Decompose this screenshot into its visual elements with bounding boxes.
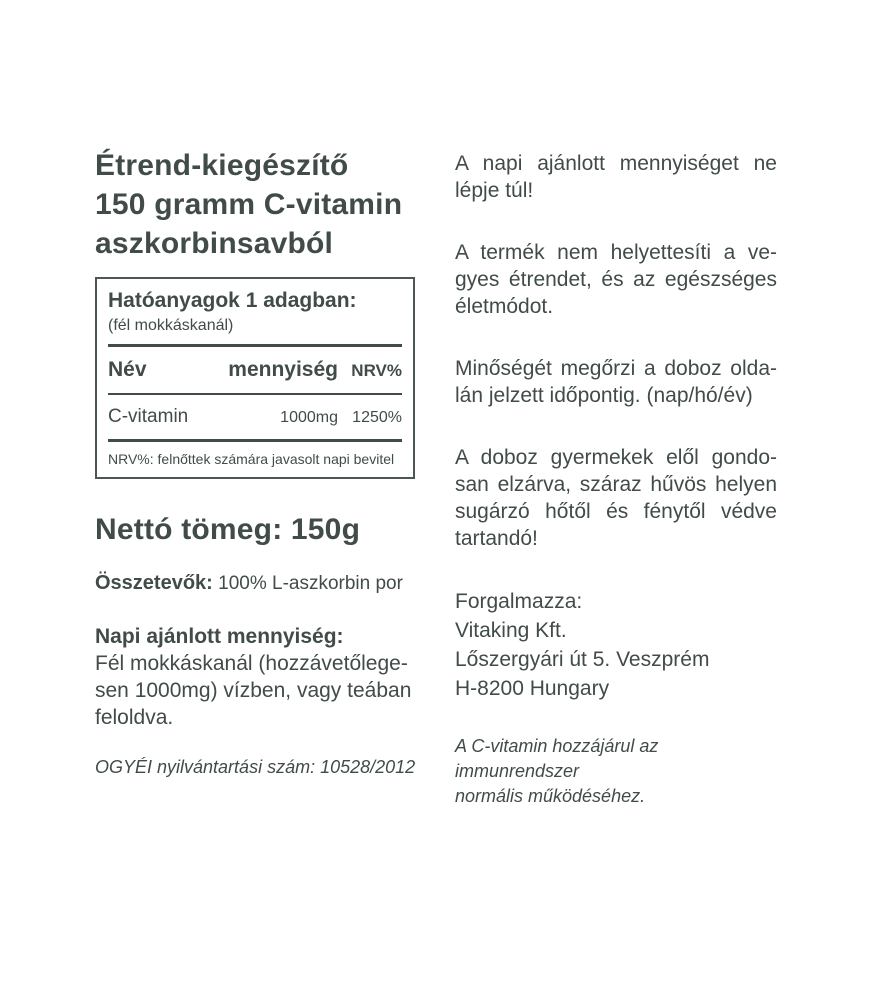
facts-header: Hatóanyagok 1 adagban: bbox=[108, 289, 357, 312]
text-line: tartandó! bbox=[455, 527, 538, 550]
supplement-facts-table bbox=[95, 277, 415, 479]
text-line: gyes étrendet, és az egészséges bbox=[455, 268, 777, 291]
ingredient-name: C-vitamin bbox=[108, 406, 189, 427]
table-divider bbox=[108, 439, 402, 442]
text-line: Lőszergyári út 5. Veszprém bbox=[455, 648, 710, 671]
text-line: A doboz gyermekek elől gondo- bbox=[455, 446, 777, 469]
distributor-block bbox=[455, 587, 777, 703]
text-line: lépje túl! bbox=[455, 179, 534, 202]
health-claim bbox=[455, 734, 777, 809]
text-line: Étrend-kiegészítő bbox=[95, 149, 349, 182]
text-line: H-8200 Hungary bbox=[455, 677, 610, 700]
warning-paragraph bbox=[455, 150, 777, 204]
net-weight: Nettó tömeg: 150g bbox=[95, 513, 361, 546]
diet-paragraph bbox=[455, 239, 777, 320]
ingredient-nrv: 1250% bbox=[352, 409, 402, 426]
text-line: Fél mokkáskanál (hozzávetőlege- bbox=[95, 652, 408, 675]
text-line: A napi ajánlott mennyiséget ne bbox=[455, 152, 777, 175]
facts-subheader: (fél mokkáskanál) bbox=[108, 317, 234, 334]
ingredients-line bbox=[95, 571, 417, 596]
table-divider bbox=[108, 344, 402, 347]
quality-paragraph bbox=[455, 355, 777, 409]
daily-amount-text bbox=[95, 650, 417, 731]
text-line: A C-vitamin hozzájárul az immunrendszer bbox=[455, 736, 659, 781]
ingredients-value: 100% L-aszkorbin por bbox=[218, 573, 403, 594]
text-line: A termék nem helyettesíti a ve- bbox=[455, 241, 777, 264]
text-line: életmódot. bbox=[455, 295, 554, 318]
text-line: Minőségét megőrzi a doboz olda- bbox=[455, 357, 777, 380]
text-line: sen 1000mg) vízben, vagy teában bbox=[95, 679, 412, 702]
text-line: normális működéséhez. bbox=[455, 786, 646, 806]
table-divider bbox=[108, 393, 402, 395]
daily-amount-heading: Napi ajánlott mennyiség: bbox=[95, 625, 344, 648]
registration-number: OGYÉI nyilvántartási szám: 10528/2012 bbox=[95, 757, 416, 777]
product-title bbox=[95, 146, 417, 263]
column-header-amount: mennyiség bbox=[228, 358, 338, 381]
right-column bbox=[455, 150, 777, 809]
text-line: lán jelzett időpontig. (nap/hó/év) bbox=[455, 384, 753, 407]
nrv-footnote: NRV%: felnőttek számára javasolt napi bevitel bbox=[108, 451, 395, 467]
column-header-nrv: NRV% bbox=[351, 361, 402, 380]
text-line: sugárzó hőtől és fénytől védve bbox=[455, 500, 777, 523]
ingredients-label: Összetevők: bbox=[95, 572, 213, 594]
column-header-name: Név bbox=[108, 358, 147, 381]
text-line: Vitaking Kft. bbox=[455, 619, 567, 642]
ingredient-amount: 1000mg bbox=[280, 409, 338, 426]
text-line: Forgalmazza: bbox=[455, 590, 583, 613]
left-column bbox=[95, 146, 417, 778]
facts-column-headers bbox=[108, 355, 402, 385]
table-row bbox=[108, 403, 402, 431]
text-line: aszkorbinsavból bbox=[95, 227, 334, 260]
storage-paragraph bbox=[455, 444, 777, 552]
text-line: 150 gramm C-vitamin bbox=[95, 188, 403, 221]
text-line: feloldva. bbox=[95, 706, 174, 729]
text-line: san elzárva, száraz hűvös helyen bbox=[455, 473, 777, 496]
